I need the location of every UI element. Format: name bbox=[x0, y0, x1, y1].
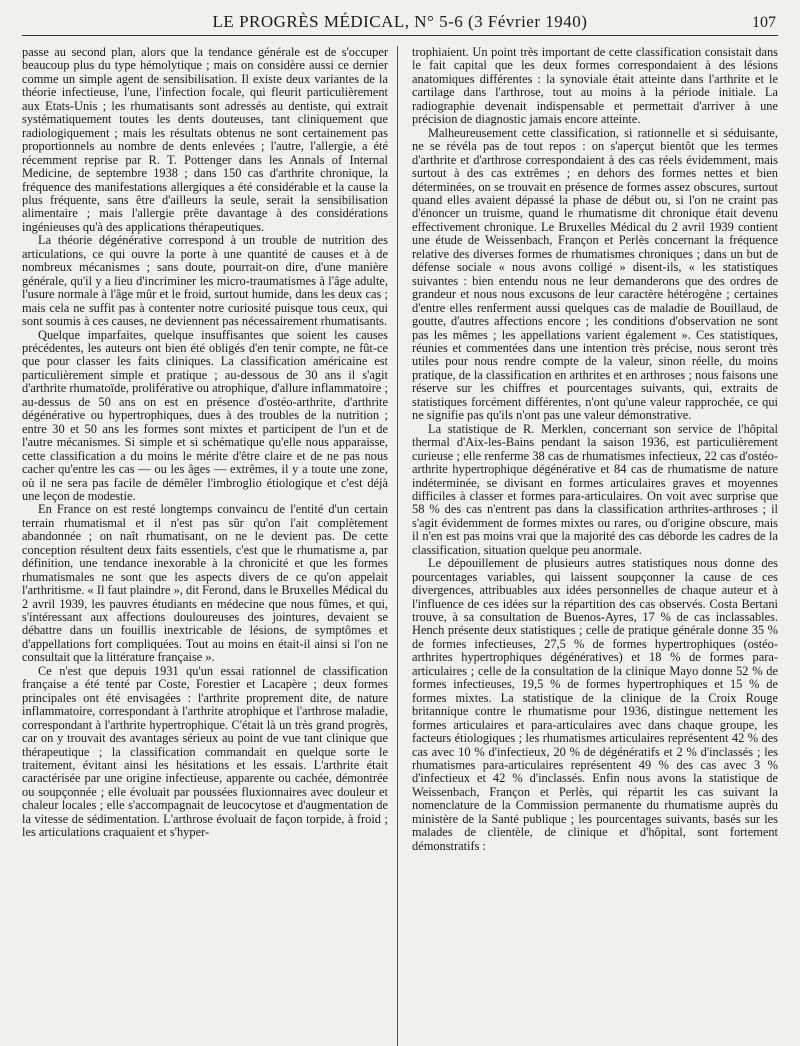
text-columns bbox=[22, 46, 778, 853]
right-column bbox=[412, 46, 778, 853]
journal-title: LE PROGRÈS MÉDICAL, N° 5-6 (3 Février 1940) bbox=[212, 12, 588, 31]
paragraph: Malheureusement cette classification, si rationnelle et si séduisante, ne se révéla pas de tout repos : on s'aperçut bientôt que les termes d'arthrite et d'arthrose correspondaient à des cas réels évidemment, mais surtout à des cas extrêmes ; en dehors des formes nettes et bien déterminées, on se trouvait en présence de formes assez obscures, surtout quand elles avaient dépassé la phase de début ou, si l'on ne craint pas d'énoncer un truisme, quand le rhumatisme dit chronique était devenu effectivement chronique. Le Bruxelles Médical du 2 avril 1939 contient une étude de Weissenbach, Françon et Perlès concernant la fréquence relative des diverses formes de rhumatismes chroniques ; dans un but de défense sociale « nous avons colligé » disent-ils, « les statistiques suivantes : bien entendu nous ne leur demanderons que des ordres de grandeur et nous nous excusons de leur caractère hétérogène ; certaines d'entre elles renferment aussi quelques cas de maladie de Bouillaud, de goutte, d'autres affections encore ; les conditions d'observation ne sont pas les mêmes ; les appellations varient également ». Ces statistiques, réunies et commentées dans une intention très précise, nous seront très utiles pour nous rendre compte de la valeur, sinon réelle, du moins pratique, de la classification en arthrites et en arthroses ; nous faisons une réserve sur les chiffres et pourcentages suivants, qui, extraits de statistiques forcément différentes, n'ont qu'une valeur rapprochée, ce qui ne signifie pas qu'ils n'ont pas une valeur démonstrative. bbox=[412, 125, 778, 423]
column-divider bbox=[397, 46, 398, 1046]
paragraph: En France on est resté longtemps convaincu de l'entité d'un certain terrain rhumatismal et il n'est pas sûr qu'on l'ait complètement abandonnée ; on naît rhumatisant, on ne le devient pas. De cette conception résultent deux faits essentiels, c'est que le rhumatisme a, par définition, une tendance inexorable à la chronicité et que les formes rhumatismales ne sont que les aspects divers de ce qu'on appelait l'arthritisme. « Il faut plaindre », dit Ferond, dans le Bruxelles Médical du 2 avril 1939, les pauvres étudiants en médecine que nous fûmes, et qui, s'intéressant aux affections douloureuses des jointures, devaient se débattre dans un fouillis inextricable de lésions, de symptômes et d'appellations fort compliquées. Tout au moins en était-il ainsi si l'on ne consultait que la littérature française ». bbox=[22, 502, 388, 665]
running-header bbox=[22, 12, 778, 36]
paragraph: Le dépouillement de plusieurs autres statistiques nous donne des pourcentages variables, qui laissent soupçonner la cause de ces divergences, attribuables aux idées personnelles de chaque auteur et à l'influence de ces idées sur la répartition des cas observés. Costa Bertani trouve, à sa consultation de Buenos-Ayres, 17 % de cas inclassables. Hench présente deux statistiques ; celle de pratique générale donne 35 % de formes infectieuses, 27,5 % de formes hypertrophiques (ostéo-arthrites hypertrophiques dégénératives) et 18 % de formes para-articulaires ; celle de la consultation de la clinique Mayo donne 52 % de formes infectieuses, 19,5 % de formes hypertrophiques et 15 % de formes mixtes. La statistique de la clinique de la Croix Rouge britannique contre le rhumatisme pour 1936, distingue nettement les formes articulaires et para-articulaires avec dans chaque groupe, les facteurs étiologiques ; les rhumatismes articulaires représentent 42 % des cas avec 10 % d'infectieux, 20 % de dégénératifs et 2 % d'inclassés ; les rhumatismes para-articulaires représentent 49 % des cas avec 3 % d'infectieux et 42 % d'inclassés. Enfin nous avons la statistique de Weissenbach, Françon et Perlès, qui répartit les cas suivant la nomenclature de la Commission permanente du rhumatisme auprès du ministère de la Santé publique ; les pourcentages suivants, basés sur les malades de clientèle, de clinique et d'hôpital, sont fortement démonstratifs : bbox=[412, 556, 778, 853]
paragraph: Ce n'est que depuis 1931 qu'un essai rationnel de classification française a été tenté par Coste, Forestier et Lacapère ; deux formes principales ont été envisagées : l'arthrite proprement dite, de nature inflammatoire, correspondant à l'arthrite atrophique et l'arthrose maladie, correspondant à l'arthrite hypertrophique. C'était là un très grand progrès, car on y trouvait des avantages sérieux au point de vue tant clinique que thérapeutique ; la classification commandait en quelque sorte le traitement, évitant ainsi les hésitations et les essais. L'arthrite était caractérisée par une origine infectieuse, apparente ou cachée, démontrée ou soupçonnée ; elle évoluait par poussées fluxionnaires avec douleur et chaleur locales ; elle s'accompagnait de leucocytose et d'augmentation de la vitesse de sédimentation. L'arthrose évoluait de façon torpide, à froid ; les articulations craquaient et s'hyper- bbox=[22, 663, 388, 840]
paragraph: passe au second plan, alors que la tendance générale est de s'occuper beaucoup plus du type hémolytique ; mais on considère aussi ce dernier comme un simple agent de sensibilisation. Il existe deux variantes de la théorie infectieuse, l'une, l'infection focale, qui fleurit particulièrement aux Etats-Unis ; les rhumatisants sont adressés au dentiste, qui extrait systématiquement toutes les dents douteuses, tant cliniquement que radiologiquement ; mais les résultats obtenus ne sont certainement pas proportionnels au nombre de dents enlevées ; l'autre, l'allergie, a été récemment reprise par R. T. Pottenger dans les Annals of Internal Medicine, de septembre 1938 ; dans 150 cas d'arthrite chronique, la fréquence des manifestations allergiques a été considérable et la cause la plus fréquente, sans être d'ailleurs la seule, serait la sensibilisation alimentaire ; mais l'allergie prête davantage à des considérations ingénieuses qu'à des applications thérapeutiques. bbox=[22, 45, 388, 234]
left-column bbox=[22, 46, 388, 853]
paragraph: La théorie dégénérative correspond à un trouble de nutrition des articulations, ce qui ouvre la porte à une quantité de causes et à de nombreux mécanismes ; sans doute, pourrait-on dire, d'une manière générale, qu'il y a lieu d'incriminer les micro-traumatismes à l'âge adulte, l'usure normale à l'âge mûr et le froid, surtout humide, dans les deux cas ; mais cela ne suffit pas à contenter notre curiosité puisque tous ceux, qui sont soumis à ces causes, ne deviennent pas nécessairement rhumatisants. bbox=[22, 233, 388, 329]
paragraph: Quelque imparfaites, quelque insuffisantes que soient les causes précédentes, les auteurs ont bien été obligés d'en tenir compte, ne fût-ce que pour classer les faits cliniques. La classification américaine est particulièrement simple et pratique ; au-dessous de 30 ans il s'agit d'arthrite rhumatoïde, proliférative ou atrophique, d'allure inflammatoire ; au-dessus de 50 ans on est en présence d'ostéo-arthrite, d'arthrite dégénérative ou hypertrophiques, dues à des troubles de la nutrition ; entre 30 et 50 ans les formes sont mixtes et participent de l'un et de l'autre mécanismes. Si simple et si schématique qu'elle nous apparaisse, cette classification a du moins le mérite d'être claire et de ne pas nous cacher qu'entre les cas — ou les âges — extrêmes, il y a toute une zone, où il ne sera pas facile de démêler l'imbroglio étiologique et c'est déjà une leçon de modestie. bbox=[22, 327, 388, 503]
paragraph: La statistique de R. Merklen, concernant son service de l'hôpital thermal d'Aix-les-Bains pendant la saison 1936, est particulièrement curieuse ; elle renferme 38 cas de rhumatismes infectieux, 22 cas d'ostéo-arthrite hypertrophique dégénérative et 84 cas de rhumatisme de nature indéterminée, se divisant en formes articulaires graves et moyennes difficiles à classer et formes para-articulaires. On voit avec surprise que 58 % des cas n'entrent pas dans la classification arthrites-arthroses ; il s'agit évidemment de formes mixtes ou rares, ou d'origine obscure, mais il n'en est pas moins vrai que la majorité des cas déborde les cadres de la classification, situation quelque peu anormale. bbox=[412, 421, 778, 557]
paragraph: trophiaient. Un point très important de cette classification consistait dans le fait capital que les deux formes correspondaient à des lésions anatomiques différentes : la synoviale était atteinte dans l'arthrite et le cartilage dans l'arthrose, tout au moins à la période initiale. La radiographie devenait indispensable et permettait d'arriver à une précision de diagnostic jamais encore atteinte. bbox=[412, 45, 778, 127]
page-number: 107 bbox=[751, 14, 776, 31]
